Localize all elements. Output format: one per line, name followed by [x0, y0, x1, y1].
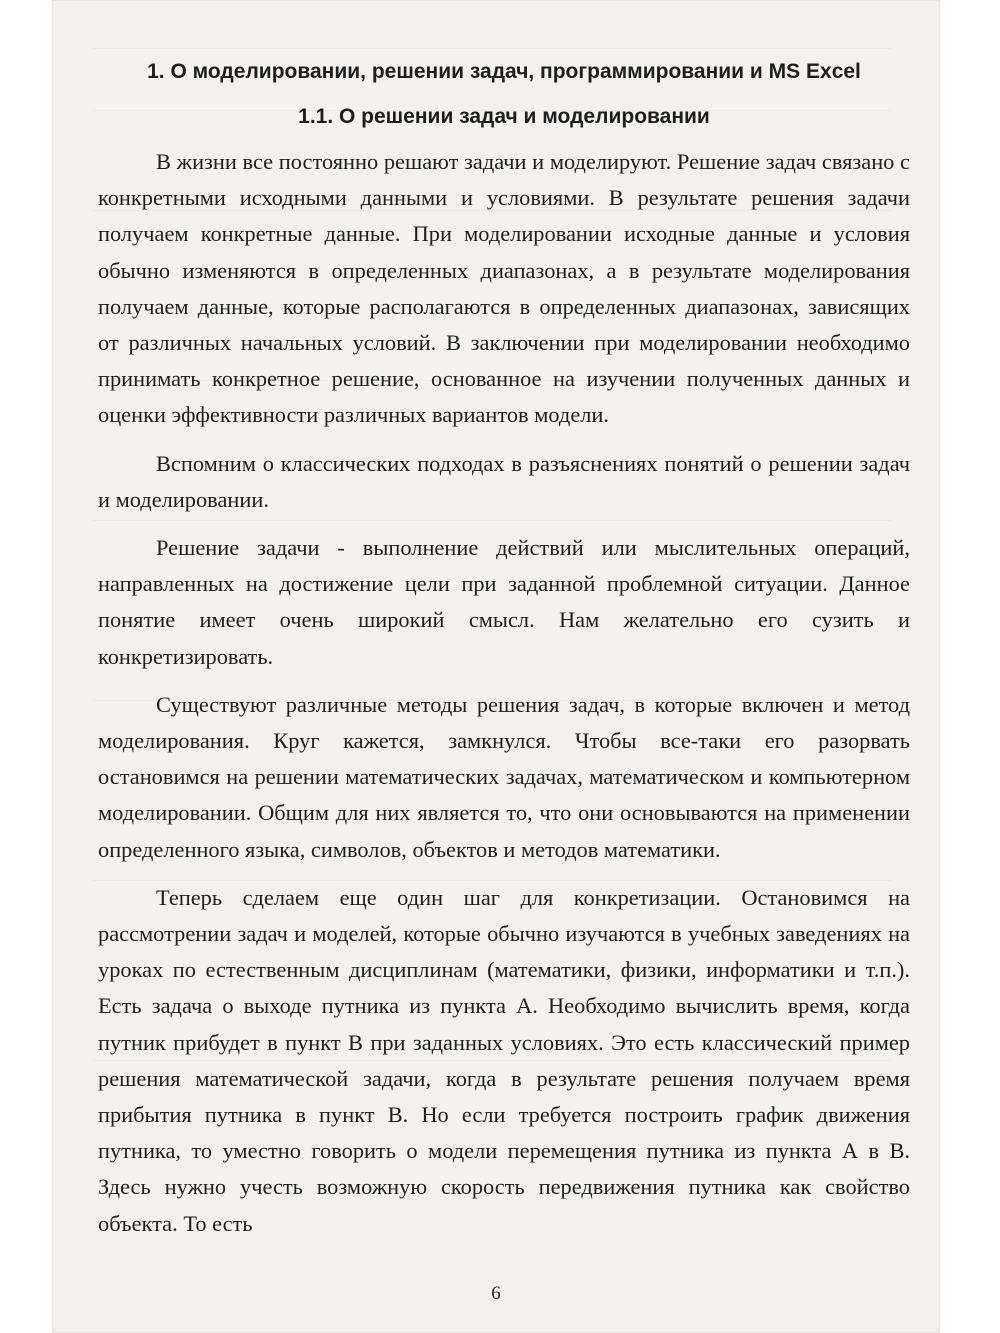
section-title: 1.1. О решении задач и моделировании	[298, 105, 710, 128]
paragraph-3: Решение задачи - выполнение действий или мыслительных операций, направленных на достижение цели при заданной проблемной ситуации. Данное понятие имеет очень широкий смысл. Нам желательно его сузить и конкретизировать.	[98, 535, 910, 669]
paragraph-2: Вспомним о классических подходах в разъяснениях понятий о решении задач и моделировании.	[98, 450, 910, 512]
paragraph-5: Теперь сделаем еще один шаг для конкретизации. Остановимся на рассмотрении задач и моделей, которые обычно изучаются в учебных заведениях на уроках по естественным дисциплинам (математики, физики, информатики и т.п.). Есть задача о выходе путника из пункта А. Необходимо вычислить время, когда путник прибудет в пункт В при заданных условиях. Это есть классический пример решения математической задачи, когда в результате решения получаем время прибытия путника в пункт В. Но если требуется построить график движения путника, то уместно говорить о модели перемещения путника из пункта А в В. Здесь нужно учесть возможную скорость передвижения путника как свойство объекта. То есть	[98, 884, 910, 1236]
paragraph-1: В жизни все постоянно решают задачи и моделируют. Решение задач связано с конкретными исходными данными и условиями. В результате решения задачи получаем конкретные данные. При моделировании исходные данные и условия обычно изменяются в определенных диапазонах, а в результате моделирования получаем данные, которые располагаются в определенных диапазонах, зависящих от различных начальных условий. В заключении при моделировании необходимо принимать конкретное решение, основанное на изучении полученных данных и оценки эффективности различных вариантов модели.	[98, 149, 910, 428]
chapter-title: 1. О моделировании, решении задач, программировании и MS Excel	[147, 60, 861, 83]
paragraph-4: Существуют различные методы решения задач, в которые включен и метод моделирования. Круг кажется, замкнулся. Чтобы все-таки его разорвать остановимся на решении математических задачах, математическом и компьютерном моделировании. Общим для них является то, что они основываются на применении определенного языка, символов, объектов и методов математики.	[98, 691, 910, 862]
page-number: 6	[491, 1283, 501, 1304]
book-page	[52, 0, 940, 1333]
page-content	[98, 56, 910, 1242]
